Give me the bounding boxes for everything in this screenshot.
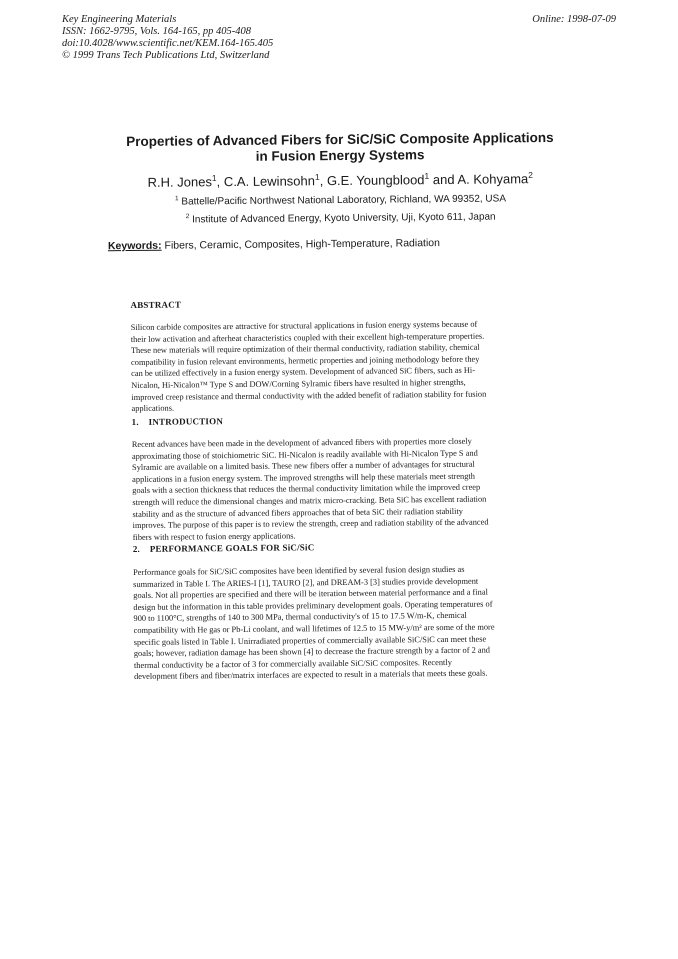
affiliation-1: $^1$ Battelle/Pacific Northwest National Laboratory, Richland, WA 99352, USA — [174, 193, 507, 208]
goals-line: specific goals listed in Table I. Unirradiated properties of commercially available SiC/SiC can meet these — [133, 634, 487, 647]
goals-line: goals. Not all properties are specified and there will be iteration between material performance and a final — [133, 587, 488, 601]
author-2-affil: 1 — [314, 171, 320, 182]
abstract-body — [131, 318, 542, 415]
title-line-2: in Fusion Energy Systems — [255, 147, 425, 164]
abstract-line: compatibility in fusion relevant environments, hermetic properties and joining methodology before they — [130, 354, 480, 367]
intro-line: improves. The purpose of this paper is to review the strength, creep and radiation stability of the advanced — [132, 517, 489, 531]
author-3-affil: 1 — [424, 170, 430, 181]
copyright-line: © 1999 Trans Tech Publications Ltd, Switzerland — [62, 50, 270, 61]
abstract-heading: ABSTRACT — [130, 299, 182, 311]
section-number: 1. — [131, 416, 139, 428]
abstract-line: Silicon carbide composites are attractive for structural applications in fusion energy systems because of — [130, 319, 478, 333]
author-3: G.E. Youngblood — [326, 172, 425, 189]
intro-line: Recent advances have been made in the development of advanced fibers with properties more closely — [131, 436, 472, 450]
title-line-1: Properties of Advanced Fibers for SiC/SiC Composite Applications — [126, 129, 554, 150]
introduction-heading — [132, 416, 224, 427]
paper-title — [100, 130, 580, 167]
intro-line: approximating those of stoichiometric SiC. Hi-Nicalon is readily available with Hi-Nicalon Type S and — [131, 448, 478, 461]
keywords-text: Fibers, Ceramic, Composites, High-Temperature, Radiation — [164, 237, 441, 252]
intro-line: Sylramic are available on a limited basis. These new fibers offer a number of advantages for structural — [131, 459, 475, 473]
intro-line: goals with a section thickness that reduces the thermal conductivity limitation while the improved creep — [132, 483, 481, 496]
abstract-line: improved creep resistance and thermal conductivity with the added benefit of radiation stability for fusion — [131, 389, 487, 402]
intro-line: stability and as the structure of advanced fibers approaches that of beta SiC their radiation stability — [132, 506, 463, 519]
doi-line[interactable]: doi:10.4028/www.scientific.net/KEM.164-165.405 — [62, 38, 274, 49]
abstract-line: applications. — [131, 403, 175, 414]
issn-line: ISSN: 1662-9795, Vols. 164-165, pp 405-408 — [62, 26, 251, 37]
abstract-line: These new materials will require optimization of their thermal conductivity, radiation stability, chemical — [130, 342, 480, 356]
keywords-label: Keywords: — [107, 239, 162, 253]
author-4: A. Kohyama — [457, 171, 529, 187]
author-list: R.H. Jones$^1$, C.A. Lewinsohn$^1$, G.E. Youngblood$^1$ and A. Kohyama$^2$ — [147, 169, 533, 190]
online-date: Online: 1998-07-09 — [532, 14, 616, 25]
performance-goals-heading — [133, 542, 315, 554]
goals-line: 900 to 1100°C, strengths of 140 to 300 MPa, thermal conductivity's of 15 to 17.5 W/m-K, chemical — [133, 611, 467, 624]
section-title: INTRODUCTION — [148, 416, 224, 427]
goals-line: thermal conductivity be a factor of 3 for commercially available SiC/SiC composites. Recently — [133, 657, 452, 670]
affiliation-2: $^2$ Institute of Advanced Energy, Kyoto University, Uji, Kyoto 611, Japan — [185, 211, 496, 226]
author-1: R.H. Jones — [147, 174, 213, 190]
introduction-body — [132, 435, 543, 543]
journal-name: Key Engineering Materials — [62, 14, 177, 25]
author-4-affil: 2 — [528, 169, 533, 180]
goals-line: design but the information in this table provides preliminary development goals. Operating temperatures of — [133, 599, 493, 612]
section-title: PERFORMANCE GOALS FOR SiC/SiC — [149, 542, 315, 554]
keywords — [108, 237, 440, 253]
goals-line: compatibility with He gas or Pb-Li coolant, and wall lifetimes of 12.5 to 15 MW-y/m² are some of the more — [133, 622, 495, 635]
author-1-affil: 1 — [211, 172, 217, 183]
abstract-line: Nicalon, Hi-Nicalon™ Type S and DOW/Corning Sylramic fibers have resulted in higher strengths, — [131, 377, 466, 390]
intro-line: fibers with respect to fusion energy applications. — [132, 531, 296, 542]
performance-goals-body — [133, 563, 544, 683]
goals-line: development fibers and fiber/matrix interfaces are expected to result in a materials that meets these goals. — [134, 668, 488, 682]
intro-line: strength will reduce the dimensional changes and matrix micro-cracking. Beta SiC has excellent radiation — [132, 494, 487, 507]
author-and: and — [432, 171, 455, 188]
abstract-line: can be utilized effectively in a fusion energy system. Development of advanced SiC fibers, such as Hi- — [131, 366, 476, 379]
goals-line: Performance goals for SiC/SiC composites have been identified by several fusion design studies as — [133, 564, 465, 578]
abstract-line: their low activation and afterheat characteristics coupled with their excellent high-temperature properties. — [130, 331, 485, 344]
goals-line: goals; however, radiation damage has been shown [4] to decrease the fracture strength by a factor of 2 and — [133, 645, 491, 659]
author-2: C.A. Lewinsohn — [223, 173, 316, 190]
intro-line: applications in a fusion energy system. The improved strengths will help these materials meet strength — [132, 471, 475, 484]
goals-line: summarized in Table I. The ARIES-I [1], TAURO [2], and DREAM-3 [3] studies provide development — [133, 576, 479, 589]
section-number: 2. — [132, 543, 141, 555]
